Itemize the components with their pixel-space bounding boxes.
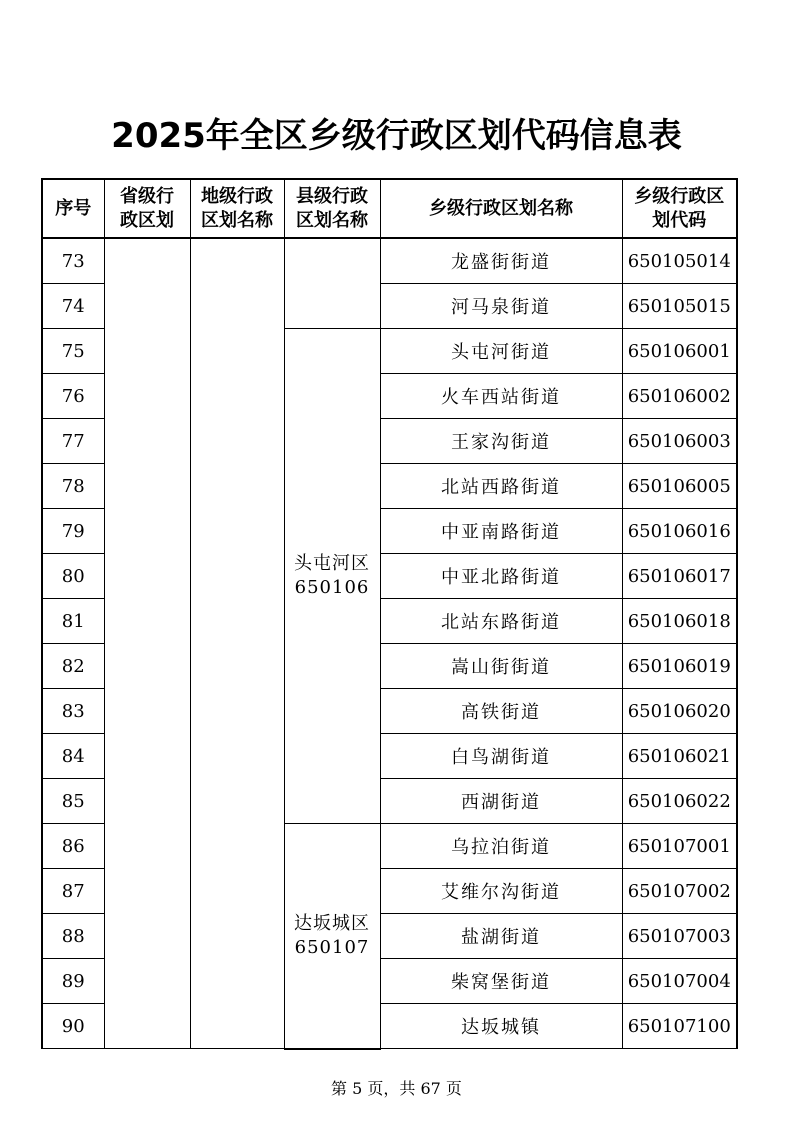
header-town: 乡级行政区划名称 — [380, 179, 622, 238]
seq-cell: 75 — [42, 329, 104, 374]
town-name-cell: 北站西路街道 — [380, 464, 622, 509]
town-code-cell: 650106018 — [622, 599, 737, 644]
header-city-line1: 地级行政 — [201, 185, 273, 207]
town-code-cell: 650106005 — [622, 464, 737, 509]
header-code-line2: 划代码 — [652, 209, 707, 231]
town-name-cell: 火车西站街道 — [380, 374, 622, 419]
town-name-cell: 盐湖街道 — [380, 914, 622, 959]
county-cell-continued — [284, 238, 380, 329]
town-name-cell: 王家沟街道 — [380, 419, 622, 464]
seq-cell: 89 — [42, 959, 104, 1004]
town-name-cell: 龙盛街街道 — [380, 238, 622, 284]
town-code-cell: 650107003 — [622, 914, 737, 959]
county-name: 头屯河区 — [294, 553, 370, 574]
header-code — [622, 179, 737, 238]
town-code-cell: 650106016 — [622, 509, 737, 554]
seq-cell: 79 — [42, 509, 104, 554]
header-province-line1: 省级行 — [120, 185, 174, 207]
town-name-cell: 中亚北路街道 — [380, 554, 622, 599]
table-row — [42, 238, 737, 284]
town-code-cell: 650106020 — [622, 689, 737, 734]
header-county — [284, 179, 380, 238]
page-footer: 第 5 页，共 67 页 — [331, 1079, 462, 1098]
header-county-line1: 县级行政 — [296, 185, 368, 207]
county-cell-dabancheng — [284, 824, 380, 1049]
town-name-cell: 乌拉泊街道 — [380, 824, 622, 869]
seq-cell: 82 — [42, 644, 104, 689]
seq-cell: 80 — [42, 554, 104, 599]
seq-cell: 86 — [42, 824, 104, 869]
town-name-cell: 中亚南路街道 — [380, 509, 622, 554]
town-code-cell: 650107002 — [622, 869, 737, 914]
town-name-cell: 头屯河街道 — [380, 329, 622, 374]
town-name-cell: 高铁街道 — [380, 689, 622, 734]
header-province-line2: 政区划 — [120, 209, 174, 231]
seq-cell: 73 — [42, 238, 104, 284]
page-title: 2025年全区乡级行政区划代码信息表 — [111, 116, 682, 156]
seq-cell: 84 — [42, 734, 104, 779]
seq-cell: 74 — [42, 284, 104, 329]
seq-cell: 77 — [42, 419, 104, 464]
county-name: 达坂城区 — [294, 912, 370, 934]
town-code-cell: 650106001 — [622, 329, 737, 374]
header-seq: 序号 — [42, 179, 104, 238]
town-code-cell: 650106022 — [622, 779, 737, 824]
header-city-line2: 区划名称 — [201, 209, 273, 231]
seq-cell: 88 — [42, 914, 104, 959]
header-province — [104, 179, 190, 238]
seq-cell: 76 — [42, 374, 104, 419]
county-code: 650107 — [294, 936, 370, 958]
town-code-cell: 650106017 — [622, 554, 737, 599]
seq-cell: 78 — [42, 464, 104, 509]
town-code-cell: 650106002 — [622, 374, 737, 419]
town-name-cell: 白鸟湖街道 — [380, 734, 622, 779]
town-code-cell: 650105015 — [622, 284, 737, 329]
header-county-line2: 区划名称 — [296, 209, 368, 231]
town-code-cell: 650105014 — [622, 238, 737, 284]
town-code-cell: 650106003 — [622, 419, 737, 464]
seq-cell: 87 — [42, 869, 104, 914]
town-name-cell: 达坂城镇 — [380, 1004, 622, 1049]
town-name-cell: 河马泉街道 — [380, 284, 622, 329]
town-code-cell: 650107100 — [622, 1004, 737, 1049]
county-cell-toutunhe — [284, 329, 380, 824]
seq-cell: 90 — [42, 1004, 104, 1049]
town-name-cell: 柴窝堡街道 — [380, 959, 622, 1004]
seq-cell: 81 — [42, 599, 104, 644]
town-name-cell: 艾维尔沟街道 — [380, 869, 622, 914]
division-code-table — [41, 178, 738, 1050]
town-code-cell: 650106019 — [622, 644, 737, 689]
city-cell — [190, 238, 284, 1049]
town-code-cell: 650107001 — [622, 824, 737, 869]
header-city — [190, 179, 284, 238]
town-code-cell: 650106021 — [622, 734, 737, 779]
town-name-cell: 北站东路街道 — [380, 599, 622, 644]
seq-cell: 85 — [42, 779, 104, 824]
seq-cell: 83 — [42, 689, 104, 734]
town-code-cell: 650107004 — [622, 959, 737, 1004]
header-code-line1: 乡级行政区 — [634, 185, 725, 207]
town-name-cell: 嵩山街街道 — [380, 644, 622, 689]
county-code: 650106 — [294, 577, 370, 598]
table-header-row — [42, 179, 737, 238]
province-cell — [104, 238, 190, 1049]
town-name-cell: 西湖街道 — [380, 779, 622, 824]
